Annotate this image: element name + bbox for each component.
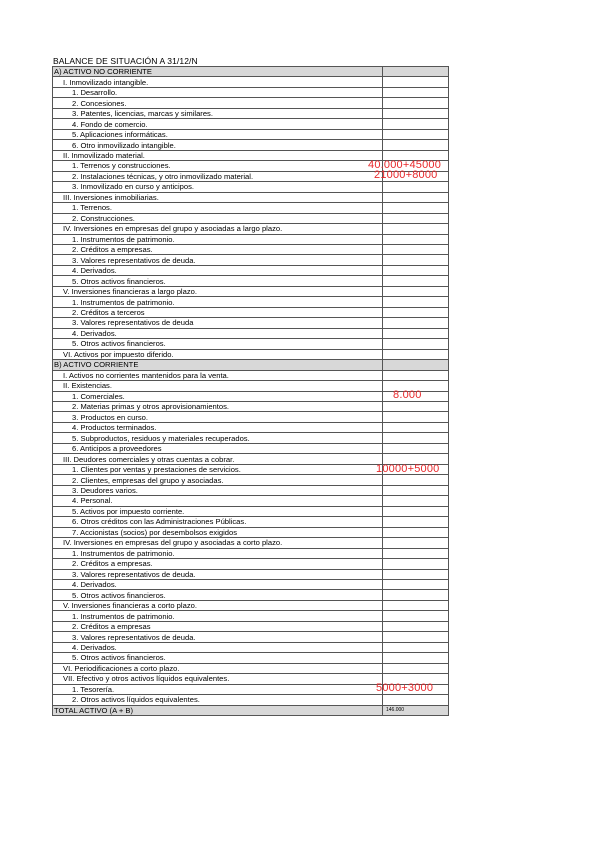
table-row	[53, 255, 449, 265]
table-row	[53, 517, 449, 527]
table-row	[53, 527, 449, 537]
table-row	[53, 140, 449, 150]
row-label[interactable]: V. Inversiones financieras a largo plazo.	[53, 286, 383, 296]
row-value-cell[interactable]	[383, 443, 449, 453]
table-row	[53, 307, 449, 317]
row-label[interactable]: 3. Valores representativos de deuda	[53, 318, 383, 328]
row-label[interactable]: 2. Clientes, empresas del grupo y asociadas.	[53, 475, 383, 485]
table-row	[53, 381, 449, 391]
row-value-cell[interactable]	[383, 339, 449, 349]
table-row	[53, 402, 449, 412]
row-value-cell[interactable]	[383, 538, 449, 548]
table-row	[53, 475, 449, 485]
row-label[interactable]: III. Inversiones inmobiliarias.	[53, 192, 383, 202]
row-value-cell[interactable]	[383, 182, 449, 192]
row-value-cell[interactable]	[383, 433, 449, 443]
row-label[interactable]: 5. Activos por impuesto corriente.	[53, 506, 383, 516]
row-value-cell[interactable]	[383, 402, 449, 412]
row-label[interactable]: 3. Patentes, licencias, marcas y similares.	[53, 108, 383, 118]
table-row	[53, 443, 449, 453]
row-value-cell[interactable]	[383, 286, 449, 296]
row-value-cell[interactable]	[383, 328, 449, 338]
table-row	[53, 663, 449, 673]
row-label[interactable]: 1. Instrumentos de patrimonio.	[53, 611, 383, 621]
row-label[interactable]: 3. Valores representativos de deuda.	[53, 255, 383, 265]
table-row	[53, 276, 449, 286]
row-label[interactable]: 4. Derivados.	[53, 328, 383, 338]
row-value-cell[interactable]	[383, 203, 449, 213]
row-value-cell[interactable]	[383, 642, 449, 652]
row-value-cell[interactable]	[383, 600, 449, 610]
table-row	[53, 192, 449, 202]
row-label[interactable]: VI. Periodificaciones a corto plazo.	[53, 663, 383, 673]
row-value-cell[interactable]	[383, 569, 449, 579]
table-row	[53, 506, 449, 516]
row-label[interactable]: B) ACTIVO CORRIENTE	[53, 360, 383, 370]
row-label[interactable]: 2. Créditos a empresas	[53, 621, 383, 631]
row-value-cell[interactable]	[383, 119, 449, 129]
row-value-cell[interactable]	[383, 370, 449, 380]
row-label[interactable]: 1. Clientes por ventas y prestaciones de servicios.	[53, 464, 383, 474]
row-label[interactable]: IV. Inversiones en empresas del grupo y asociadas a largo plazo.	[53, 224, 383, 234]
row-label[interactable]: 1. Tesorería.	[53, 684, 383, 694]
row-label[interactable]: 2. Otros activos líquidos equivalentes.	[53, 695, 383, 705]
row-value-cell[interactable]	[383, 129, 449, 139]
table-row	[53, 611, 449, 621]
row-value-cell[interactable]	[383, 621, 449, 631]
row-label[interactable]: 5. Otros activos financieros.	[53, 653, 383, 663]
row-label[interactable]: 5. Otros activos financieros.	[53, 276, 383, 286]
table-row	[53, 412, 449, 422]
row-label[interactable]: VII. Efectivo y otros activos líquidos equivalentes.	[53, 674, 383, 684]
table-row	[53, 569, 449, 579]
table-row	[53, 213, 449, 223]
row-value-cell[interactable]	[383, 611, 449, 621]
section-row	[53, 67, 449, 77]
row-label[interactable]: VI. Activos por impuesto diferido.	[53, 349, 383, 359]
row-label[interactable]: 7. Accionistas (socios) por desembolsos exigidos	[53, 527, 383, 537]
row-value-cell[interactable]	[383, 276, 449, 286]
row-label[interactable]: 5. Otros activos financieros.	[53, 590, 383, 600]
row-value-cell[interactable]	[383, 485, 449, 495]
table-row	[53, 695, 449, 705]
row-value-cell[interactable]	[383, 192, 449, 202]
table-row	[53, 422, 449, 432]
table-row	[53, 328, 449, 338]
table-row	[53, 370, 449, 380]
row-label[interactable]: 2. Instalaciones técnicas, y otro inmovilizado material.	[53, 171, 383, 181]
row-value-cell[interactable]	[383, 506, 449, 516]
table-row	[53, 129, 449, 139]
table-row	[53, 108, 449, 118]
table-row	[53, 391, 449, 401]
row-label[interactable]: TOTAL ACTIVO (A + B)	[53, 705, 383, 715]
row-label[interactable]: 1. Terrenos.	[53, 203, 383, 213]
handwritten-note: 8.000	[393, 389, 422, 401]
row-label[interactable]: 4. Derivados.	[53, 265, 383, 275]
table-row	[53, 318, 449, 328]
row-value-cell[interactable]	[383, 548, 449, 558]
row-value-cell[interactable]	[383, 349, 449, 359]
row-value-cell[interactable]	[383, 579, 449, 589]
row-label[interactable]: 1. Terrenos y construcciones.	[53, 161, 383, 171]
row-value-cell[interactable]	[383, 653, 449, 663]
handwritten-note: 10000+5000	[376, 463, 440, 475]
row-label[interactable]: 5. Aplicaciones informáticas.	[53, 129, 383, 139]
table-row	[53, 538, 449, 548]
row-label[interactable]: I. Activos no corrientes mantenidos para la venta.	[53, 370, 383, 380]
row-label[interactable]: 4. Derivados.	[53, 579, 383, 589]
table-row	[53, 653, 449, 663]
section-row	[53, 360, 449, 370]
table-row	[53, 77, 449, 87]
row-label[interactable]: 4. Productos terminados.	[53, 422, 383, 432]
row-label[interactable]: 3. Deudores varios.	[53, 485, 383, 495]
row-value-cell[interactable]	[383, 695, 449, 705]
row-label[interactable]: 3. Inmovilizado en curso y anticipos.	[53, 182, 383, 192]
table-row	[53, 244, 449, 254]
row-label[interactable]: A) ACTIVO NO CORRIENTE	[53, 67, 383, 77]
row-label[interactable]: 2. Créditos a empresas.	[53, 244, 383, 254]
row-value-cell[interactable]	[383, 663, 449, 673]
row-label[interactable]: 1. Desarrollo.	[53, 87, 383, 97]
row-label[interactable]: V. Inversiones financieras a corto plazo.	[53, 600, 383, 610]
row-label[interactable]: 5. Otros activos financieros.	[53, 339, 383, 349]
row-label[interactable]: 2. Construcciones.	[53, 213, 383, 223]
row-label[interactable]: 1. Instrumentos de patrimonio.	[53, 297, 383, 307]
row-value-cell[interactable]	[383, 496, 449, 506]
row-value-cell[interactable]	[383, 307, 449, 317]
row-value-cell[interactable]	[383, 360, 449, 370]
row-value-cell[interactable]	[383, 67, 449, 77]
row-value-cell[interactable]	[383, 527, 449, 537]
row-value-cell[interactable]	[383, 475, 449, 485]
row-value-cell[interactable]	[383, 234, 449, 244]
row-label[interactable]: 6. Anticipos a proveedores	[53, 443, 383, 453]
row-label[interactable]: 3. Valores representativos de deuda.	[53, 632, 383, 642]
table-row	[53, 349, 449, 359]
row-label[interactable]: 1. Instrumentos de patrimonio.	[53, 234, 383, 244]
row-value-cell[interactable]	[383, 265, 449, 275]
row-label[interactable]: 4. Personal.	[53, 496, 383, 506]
row-value-cell[interactable]	[383, 318, 449, 328]
row-label[interactable]: II. Inmovilizado material.	[53, 150, 383, 160]
row-value-cell[interactable]	[383, 140, 449, 150]
row-label[interactable]: 2. Créditos a empresas.	[53, 559, 383, 569]
row-value-cell[interactable]	[383, 255, 449, 265]
row-value-cell[interactable]	[383, 87, 449, 97]
row-value-cell[interactable]	[383, 422, 449, 432]
table-row	[53, 98, 449, 108]
row-label[interactable]: 1. Comerciales.	[53, 391, 383, 401]
table-row	[53, 621, 449, 631]
table-row	[53, 632, 449, 642]
row-value-cell[interactable]: 146.000	[383, 705, 449, 715]
row-label[interactable]: 5. Subproductos, residuos y materiales recuperados.	[53, 433, 383, 443]
table-row	[53, 182, 449, 192]
table-row	[53, 265, 449, 275]
row-label[interactable]: 2. Materias primas y otros aprovisionamientos.	[53, 402, 383, 412]
table-row	[53, 87, 449, 97]
row-label[interactable]: 2. Créditos a terceros	[53, 307, 383, 317]
handwritten-note: 40.000+45000	[368, 159, 442, 171]
row-value-cell[interactable]	[383, 559, 449, 569]
row-value-cell[interactable]	[383, 213, 449, 223]
row-value-cell[interactable]	[383, 77, 449, 87]
table-row	[53, 234, 449, 244]
table-row	[53, 297, 449, 307]
table-row	[53, 559, 449, 569]
table-row	[53, 496, 449, 506]
row-value-cell[interactable]	[383, 517, 449, 527]
row-label[interactable]: I. Inmovilizado intangible.	[53, 77, 383, 87]
table-row	[53, 548, 449, 558]
table-row	[53, 119, 449, 129]
handwritten-note: 21000+8000	[374, 169, 438, 181]
table-row	[53, 600, 449, 610]
sheet-title: BALANCE DE SITUACIÓN A 31/12/N	[53, 56, 198, 66]
table-row	[53, 339, 449, 349]
row-value-cell[interactable]	[383, 590, 449, 600]
row-label[interactable]: 6. Otro inmovilizado intangible.	[53, 140, 383, 150]
table-row	[53, 579, 449, 589]
table-row	[53, 286, 449, 296]
row-value-cell[interactable]	[383, 412, 449, 422]
table-row	[53, 224, 449, 234]
row-label[interactable]: 1. Instrumentos de patrimonio.	[53, 548, 383, 558]
row-label[interactable]: IV. Inversiones en empresas del grupo y asociadas a corto plazo.	[53, 538, 383, 548]
table-row	[53, 590, 449, 600]
table-row	[53, 642, 449, 652]
row-label[interactable]: 4. Fondo de comercio.	[53, 119, 383, 129]
row-value-cell[interactable]	[383, 244, 449, 254]
row-value-cell[interactable]	[383, 108, 449, 118]
row-label[interactable]: 3. Productos en curso.	[53, 412, 383, 422]
row-label[interactable]: 4. Derivados.	[53, 642, 383, 652]
row-value-cell[interactable]	[383, 632, 449, 642]
row-value-cell[interactable]	[383, 224, 449, 234]
row-value-cell[interactable]	[383, 98, 449, 108]
total-row	[53, 705, 449, 715]
row-value-cell[interactable]	[383, 297, 449, 307]
row-label[interactable]: 3. Valores representativos de deuda.	[53, 569, 383, 579]
table-row	[53, 485, 449, 495]
row-label[interactable]: 2. Concesiones.	[53, 98, 383, 108]
table-row	[53, 433, 449, 443]
row-label[interactable]: II. Existencias.	[53, 381, 383, 391]
row-label[interactable]: III. Deudores comerciales y otras cuentas a cobrar.	[53, 454, 383, 464]
row-label[interactable]: 6. Otros créditos con las Administraciones Públicas.	[53, 517, 383, 527]
table-row	[53, 203, 449, 213]
handwritten-note: 5000+3000	[376, 682, 434, 694]
